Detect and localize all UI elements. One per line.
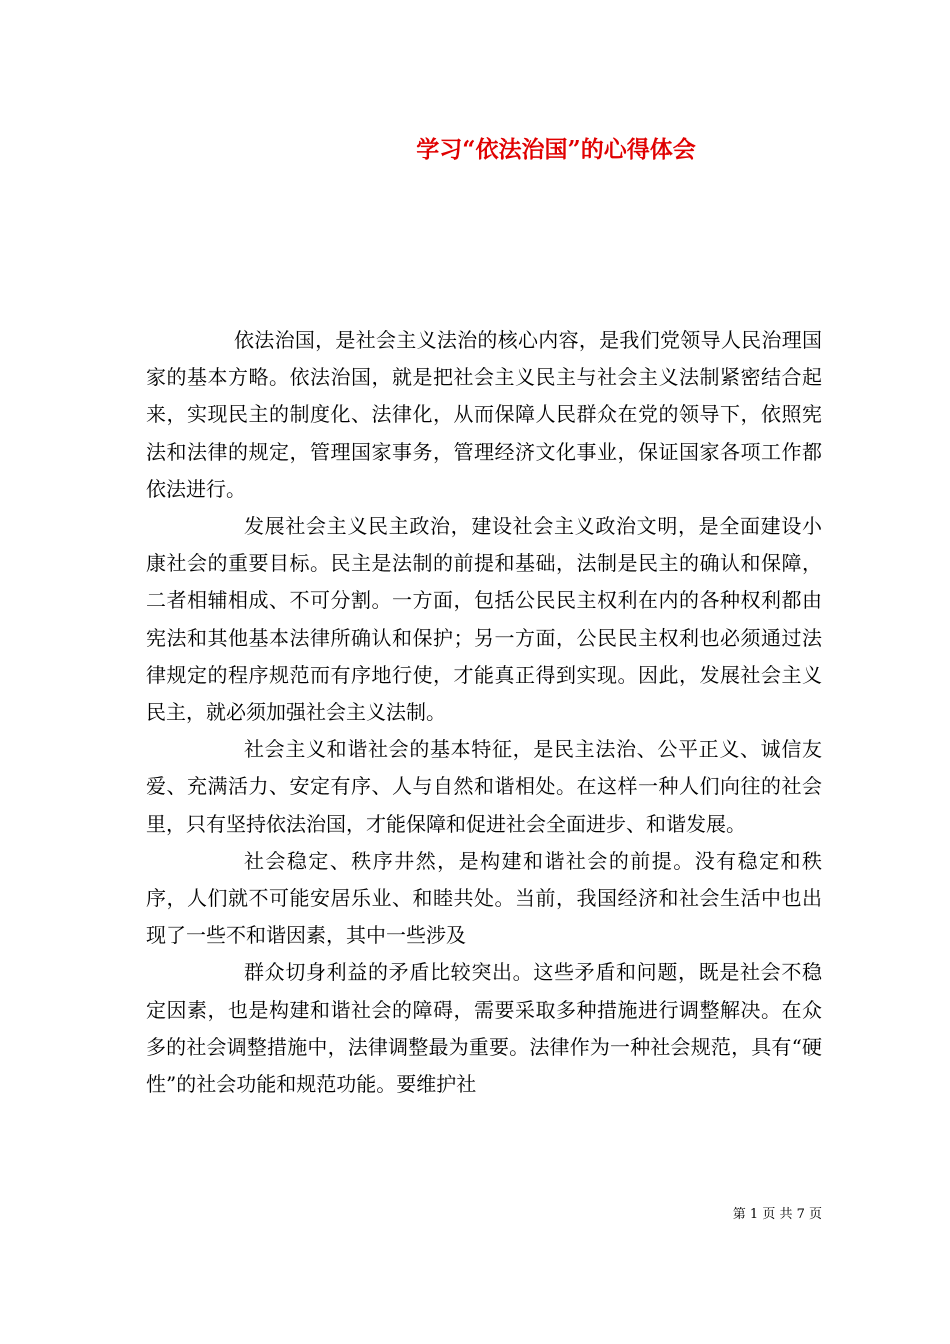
paragraph-5: 群众切身利益的矛盾比较突出。这些矛盾和问题，既是社会不稳定因素，也是构建和谐社会的障碍，需要采取多种措施进行调整解决。在众多的社会调整措施中，法律调整最为重要。法律作为一种社会规范，具有“硬性”的社会功能和规范功能。要维护社: [146, 960, 822, 1097]
paragraph-2: 发展社会主义民主政治，建设社会主义政治文明，是全面建设小康社会的重要目标。民主是法制的前提和基础，法制是民主的确认和保障，二者相辅相成、不可分割。一方面，包括公民民主权利在内的各种权利都由宪法和其他基本法律所确认和保护；另一方面，公民民主权利也必须通过法律规定的程序规范而有序地行使，才能真正得到实现。因此，发展社会主义民主，就必须加强社会主义法制。: [146, 514, 822, 725]
document-body: [146, 322, 822, 1103]
paragraph-4: 社会稳定、秩序井然，是构建和谐社会的前提。没有稳定和秩序，人们就不可能安居乐业、和睦共处。当前，我国经济和社会生活中也出现了一些不和谐因素，其中一些涉及: [146, 848, 822, 948]
document-title: 学习“依法治国”的心得体会: [416, 136, 696, 163]
page-number-footer: 第 1 页 共 7 页: [732, 1207, 822, 1222]
paragraph-3: 社会主义和谐社会的基本特征，是民主法治、公平正义、诚信友爱、充满活力、安定有序、人与自然和谐相处。在这样一种人们向往的社会里，只有坚持依法治国，才能保障和促进社会全面进步、和谐发展。: [146, 737, 822, 836]
paragraph-1: 依法治国，是社会主义法治的核心内容，是我们党领导人民治理国家的基本方略。依法治国，就是把社会主义民主与社会主义法制紧密结合起来，实现民主的制度化、法律化，从而保障人民群众在党的领导下，依照宪法和法律的规定，管理国家事务，管理经济文化事业，保证国家各项工作都依法进行。: [146, 328, 822, 501]
